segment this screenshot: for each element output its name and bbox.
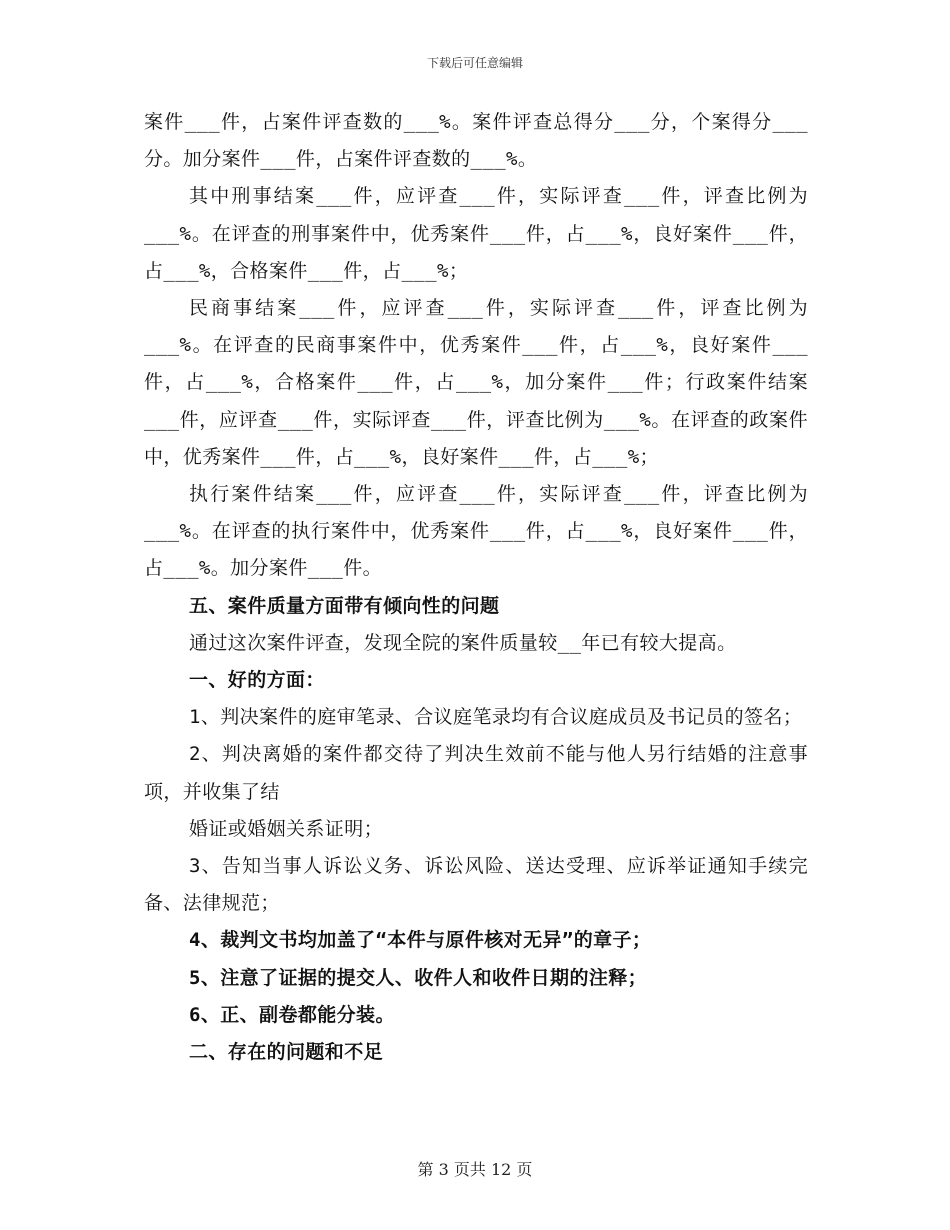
paragraph-1: 案件___件，占案件评查数的___%。案件评查总得分___分，个案得分___分。加分案件___件，占案件评查数的___%。 bbox=[144, 111, 808, 171]
document-body bbox=[144, 104, 808, 1071]
paragraph-execution: 执行案件结案___件，应评查___件，实际评查___件，评查比例为___%。在评查的执行案件中，优秀案件___件，占___%，良好案件___件，占___%。加分案件___件。 bbox=[144, 483, 808, 580]
list-item-1: 1、判决案件的庭审笔录、合议庭笔录均有合议庭成员及书记员的签名； bbox=[189, 706, 803, 729]
list-item-2: 2、判决离婚的案件都交待了判决生效前不能与他人另行结婚的注意事项，并收集了结 bbox=[144, 743, 808, 803]
paragraph-summary: 通过这次案件评查，发现全院的案件质量较__年已有较大提高。 bbox=[189, 631, 737, 654]
paragraph-civil: 民商事结案___件，应评查___件，实际评查___件，评查比例为___%。在评查的民商事案件中，优秀案件___件，占___%，良好案件___件，占___%，合格案件___件，占___%，加分案件___件；行政案件结案___件，应评查___件，实际评查___件，评查比例为___%。在评查的政案件中，优秀案件___件，占___%，良好案件___件，占___%； bbox=[144, 297, 808, 468]
list-item-3: 3、告知当事人诉讼义务、诉讼风险、送达受理、应诉举证通知手续完备、法律规范； bbox=[144, 855, 808, 915]
page-header: 下载后可任意编辑 bbox=[426, 56, 523, 70]
page-footer: 第 3 页共 12 页 bbox=[417, 1160, 533, 1179]
subheading-good-aspects: 一、好的方面： bbox=[189, 669, 325, 692]
section-heading-five: 五、案件质量方面带有倾向性的问题 bbox=[189, 594, 500, 617]
list-item-2-continued: 婚证或婚姻关系证明； bbox=[189, 817, 384, 840]
list-item-5: 5、注意了证据的提交人、收件人和收件日期的注释； bbox=[189, 966, 648, 989]
list-item-6: 6、正、副卷都能分装。 bbox=[189, 1003, 395, 1026]
list-item-4: 4、裁判文书均加盖了“本件与原件核对无异”的章子； bbox=[189, 929, 652, 952]
subheading-problems: 二、存在的问题和不足 bbox=[189, 1041, 384, 1064]
paragraph-criminal: 其中刑事结案___件，应评查___件，实际评查___件，评查比例为___%。在评查的刑事案件中，优秀案件___件，占___%，良好案件___件，占___%，合格案件___件，占___%； bbox=[144, 185, 808, 282]
